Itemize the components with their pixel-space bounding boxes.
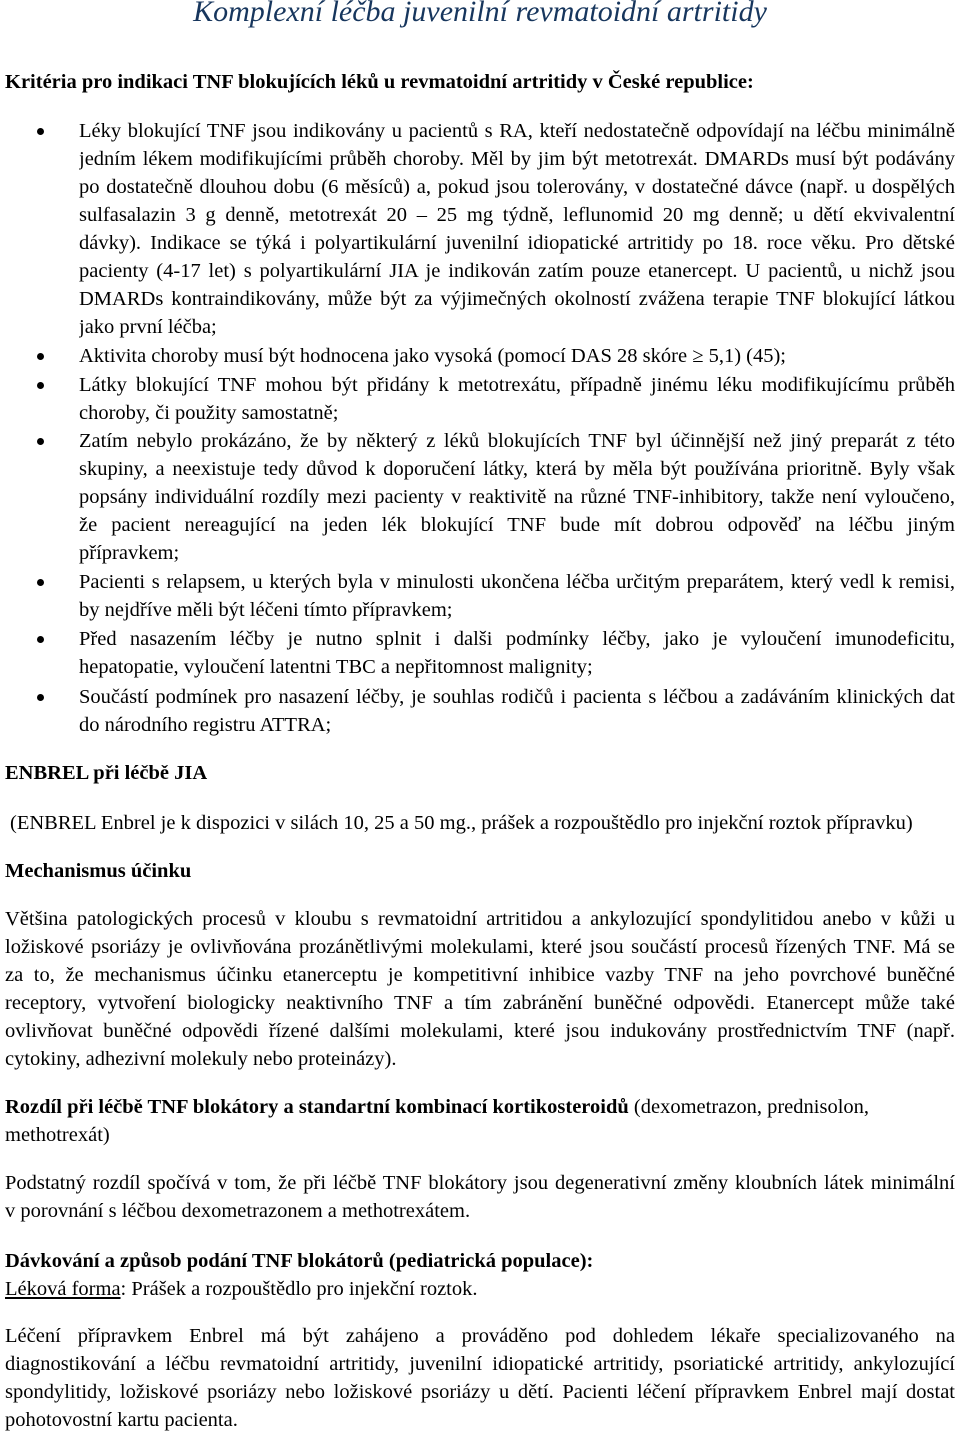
paragraph-line: cytokiny, adhezivní molekuly nebo proteinázy). <box>5 1048 397 1070</box>
note-text: (ENBREL Enbrel je k dispozici v silách 10, 25 a 50 mg., prášek a rozpouštědlo pro injekční roztok přípravku) <box>10 812 913 834</box>
heading-line <box>5 1093 955 1121</box>
list-item-line: že pacient nereagující na jeden lék blokující TNF bude mít dobrou odpověď na léčbu jiným <box>79 514 955 536</box>
heading-line: methotrexát) <box>5 1124 110 1146</box>
difference-heading <box>5 1093 955 1149</box>
list-item-line: Látky blokující TNF mohou být přidány k metotrexátu, případně jinému léku modifikujícímu průběh <box>79 374 955 396</box>
section-heading: Mechanismus účinku <box>5 860 192 882</box>
paragraph-line: Podstatný rozdíl spočívá v tom, že při léčbě TNF blokátory jsou degenerativní změny kloubních látek minimální <box>5 1172 955 1194</box>
criteria-heading <box>5 68 955 96</box>
enbrel-section <box>5 759 955 787</box>
list-item-line: do národního registru ATTRA; <box>79 714 332 736</box>
mechanism-paragraph <box>5 905 955 1073</box>
paragraph-line: v porovnání s léčbou dexometrazonem a methotrexátem. <box>5 1200 471 1222</box>
list-item-line: DMARDs kontraindikovány, může být za výjimečných okolností zvážena terapie TNF blokující látkou <box>79 288 955 310</box>
mechanism-heading <box>5 857 955 885</box>
heading-normal-text: (dexometrazon, prednisolon, <box>628 1096 870 1118</box>
bullet-icon <box>37 128 44 135</box>
treatment-paragraph <box>5 1322 955 1434</box>
list-item-line: sulfasalazin 3 g denně, metotrexát 20 – 25 mg týdně, leflunomid 20 mg denně; u dětí ekvivalentní <box>79 204 955 226</box>
list-item-line: hepatopatie, vyloučení latentni TBC a nepřitomnost malignity; <box>79 656 593 678</box>
list-item-line: Zatím nebylo prokázáno, že by některý z léků blokujících TNF byl účinnější než jiný preparát z této <box>79 430 955 452</box>
dosage-form-label: Léková forma <box>5 1278 121 1300</box>
heading-bold-text: Rozdíl při léčbě TNF blokátory a standartní kombinací kortikosteroidů <box>5 1096 629 1118</box>
dosage-form-line <box>5 1275 955 1303</box>
dosing-section <box>5 1247 955 1303</box>
list-item-line: choroby, či použity samostatně; <box>79 402 339 424</box>
list-item-line: Aktivita choroby musí být hodnocena jako vysoká (pomocí DAS 28 skóre ≥ 5,1) (45); <box>79 345 786 367</box>
paragraph-line: spondylitidy, ložiskové psoriázy nebo ložiskové psoriázy u dětí. Pacienti léčení přípravkem Enbrel mají dostat <box>5 1381 955 1403</box>
list-item-line: skupiny, a neexistuje tedy důvod k doporučení látky, která by měla být používána prioritně. Byly však <box>79 458 955 480</box>
section-heading: Kritéria pro indikaci TNF blokujících léků u revmatoidní artritidy v České republice: <box>5 71 754 93</box>
list-item-line: jedním lékem modifikujícími průběh choroby. Měl by jim být metotrexát. DMARDs musí být podávány <box>79 148 955 170</box>
bullet-icon <box>37 382 44 389</box>
list-item-line: Pacienti s relapsem, u kterých byla v minulosti ukončena léčba určitým preparátem, který vedl k remisi, <box>79 571 955 593</box>
document-title: Komplexní léčba juvenilní revmatoidní artritidy <box>193 0 767 28</box>
section-heading: ENBREL při léčbě JIA <box>5 762 208 784</box>
difference-paragraph <box>5 1169 955 1225</box>
bullet-icon <box>37 636 44 643</box>
list-item-line: Léky blokující TNF jsou indikovány u pacientů s RA, kteří nedostatečně odpovídají na léčbu minimálně <box>79 120 955 142</box>
bullet-icon <box>37 579 44 586</box>
bullet-icon <box>37 438 44 445</box>
paragraph-line: diagnostikování a léčbu revmatoidní artritidy, juvenilní idiopatické artritidy, psoriatické artritidy, ankylozující <box>5 1353 955 1375</box>
list-item-line: dávky). Indikace se týká i polyartikulární juvenilní idiopatické artritidy po 18. roce věku. Pro dětské <box>79 232 955 254</box>
list-item-line: pacienty (4-17 let) s polyartikulární JIA je indikován zatím pouze etanercept. U pacientů, u nichž jsou <box>79 260 955 282</box>
list-item-line: jako první léčba; <box>79 316 217 338</box>
bullet-icon <box>37 694 44 701</box>
paragraph-line: ložiskové psoriázy je ovlivňována prozánětlivými molekulami, které jsou součástí procesů řízených TNF. Má se <box>5 936 955 958</box>
bullet-icon <box>37 353 44 360</box>
paragraph-line: Většina patologických procesů v kloubu s revmatoidní artritidou a ankylozující spondylitidou anebo v kůži u <box>5 908 955 930</box>
list-item-line: Součástí podmínek pro nasazení léčby, je souhlas rodičů i pacienta s léčbou a zadáváním klinických dat <box>79 686 955 708</box>
list-item-line: by nejdříve měli být léčeni tímto přípravkem; <box>79 599 453 621</box>
list-item-line: Před nasazením léčby je nutno splnit i dalši podmínky léčby, jako je vyloučení imunodeficitu, <box>79 628 955 650</box>
paragraph-line: pohotovostní kartu pacienta. <box>5 1409 238 1431</box>
paragraph-line: za to, že mechanismus účinku etanerceptu je kompetitivní inhibice vazby TNF na jeho povrchové buněčné <box>5 964 955 986</box>
list-item-line: přípravkem; <box>79 542 180 564</box>
paragraph-line: receptory, vytvoření biologicky neaktivního TNF a tím zabránění buněčné odpovědi. Etanercept může také <box>5 992 955 1014</box>
enbrel-note <box>10 809 955 837</box>
section-heading: Dávkování a způsob podání TNF blokátorů (pediatrická populace): <box>5 1250 594 1272</box>
dosage-form-value: : Prášek a rozpouštědlo pro injekční roztok. <box>120 1278 478 1300</box>
list-item-line: popsány individuální rozdíly mezi pacienty v reaktivitě na různé TNF-inhibitory, takže není vyloučeno, <box>79 486 955 508</box>
paragraph-line: Léčení přípravkem Enbrel má být zahájeno a prováděno pod dohledem lékaře specializovaného na <box>5 1325 955 1347</box>
list-item-line: po dostatečně dlouhou dobu (6 měsíců) a, pokud jsou tolerovány, v dostatečné dávce (např. u dospělých <box>79 176 955 198</box>
paragraph-line: ovlivňovat buněčné odpovědi řízené dalšími molekulami, které jsou indukovány prostřednictvím TNF (např. <box>5 1020 955 1042</box>
